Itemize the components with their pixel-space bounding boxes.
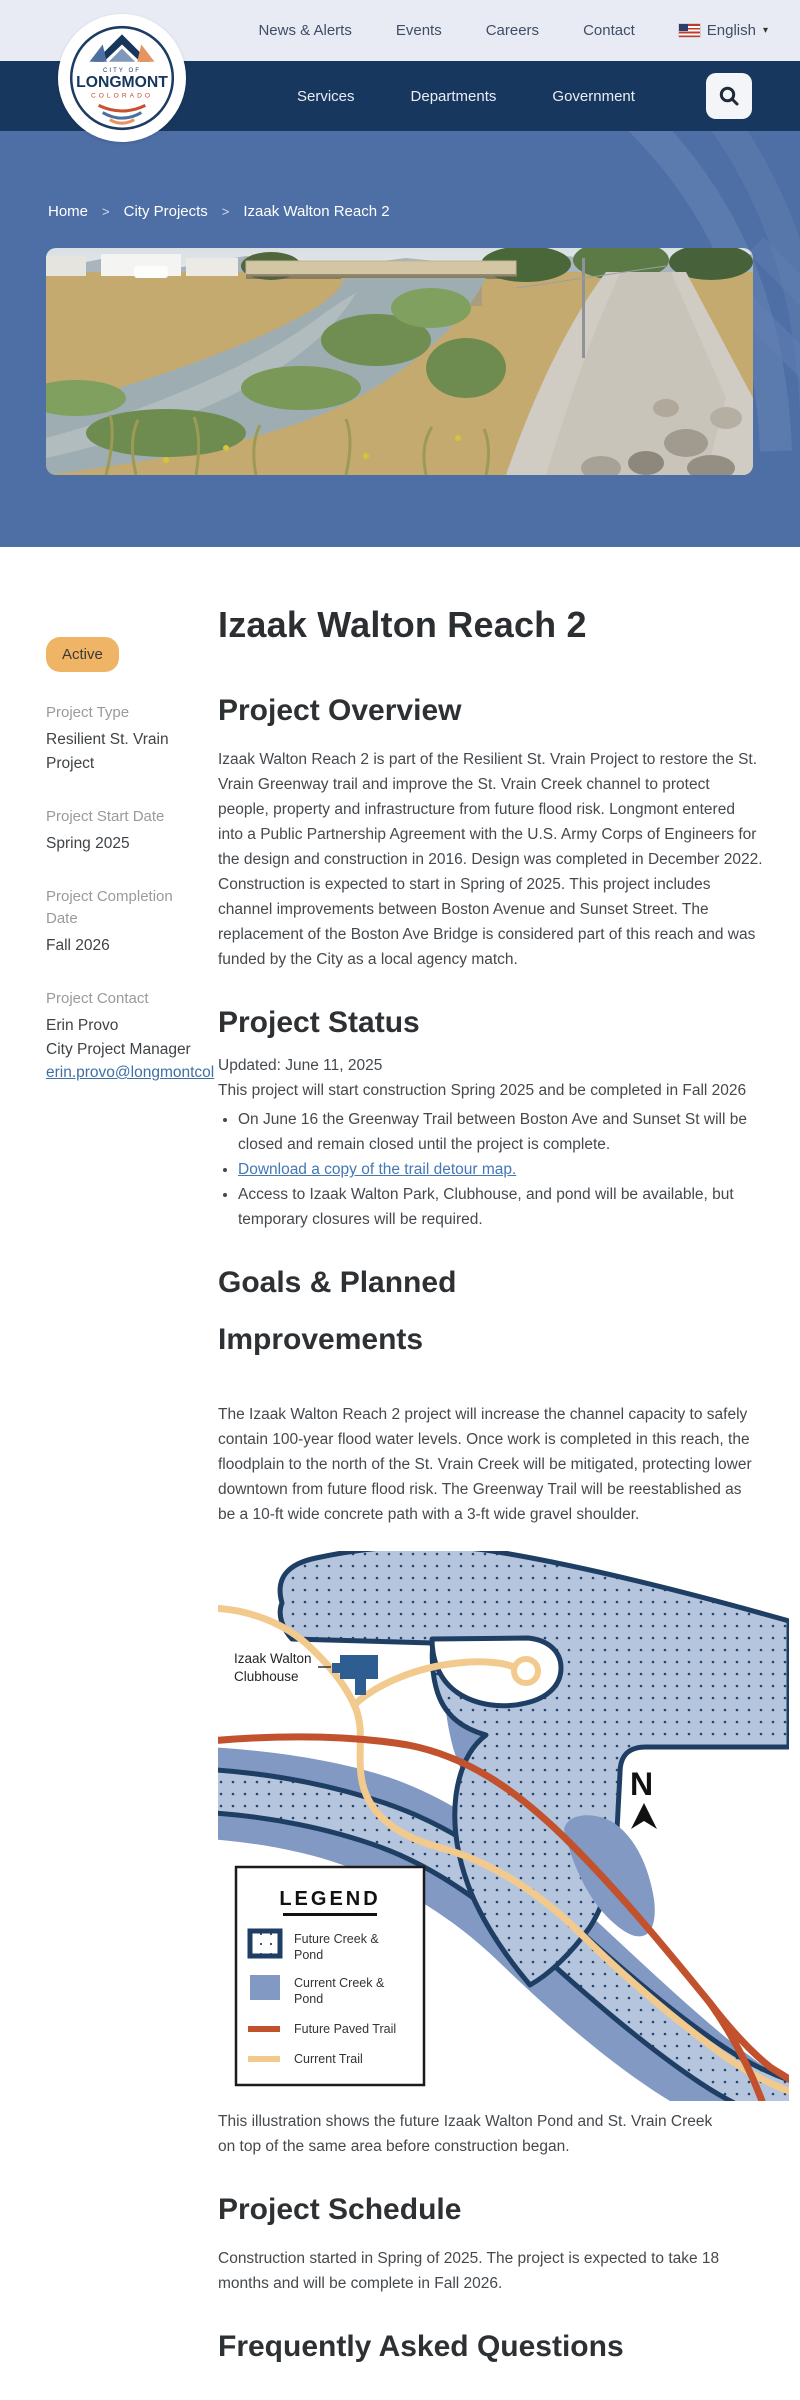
map-legend	[236, 1867, 424, 2085]
svg-text:Future Creek &: Future Creek &	[294, 1932, 379, 1947]
svg-text:Current Trail: Current Trail	[294, 2052, 363, 2067]
map-clubhouse-label: Izaak Walton	[234, 1651, 312, 1667]
status-bullet: • On June 16 the Greenway Trail between Boston Ave and Sunset St will be closed and remain closed until the project is complete.	[238, 1107, 763, 1157]
meta-project-type	[46, 702, 218, 776]
contact-email-link[interactable]: erin.provo@longmontcol	[46, 1064, 215, 1081]
search-button[interactable]	[706, 73, 752, 119]
svg-text:Pond: Pond	[294, 1992, 324, 2007]
nav-services[interactable]: Services	[297, 87, 355, 105]
nav-departments[interactable]: Departments	[410, 87, 497, 105]
legend-title: LEGEND	[279, 1888, 381, 1911]
breadcrumb	[0, 131, 800, 220]
nav-events[interactable]: Events	[395, 22, 442, 39]
schedule-paragraph: Construction started in Spring of 2025. The project is expected to take 18 months and will be complete in Fall 2026.	[218, 2250, 720, 2293]
page-title: Izaak Walton Reach 2	[218, 604, 587, 645]
nav-contact[interactable]: Contact	[583, 22, 635, 39]
section-heading-schedule: Project Schedule	[218, 2193, 462, 2227]
meta-completion-date	[46, 886, 218, 958]
svg-text:Pond: Pond	[294, 1948, 324, 1963]
chevron-down-icon: ▾	[762, 25, 768, 36]
svg-text:Current Creek &: Current Creek &	[294, 1976, 385, 1991]
language-selector[interactable]	[679, 22, 768, 39]
status-updated: Updated: June 11, 2025	[218, 1057, 383, 1075]
meta-contact	[46, 988, 218, 1082]
status-intro: This project will start construction Spring 2025 and be completed in Fall 2026	[218, 1082, 747, 1100]
hero-photo	[46, 248, 753, 475]
meta-value: Spring 2025	[46, 835, 130, 852]
status-bullet: • Access to Izaak Walton Park, Clubhouse, and pond will be available, but temporary closures will be required.	[238, 1182, 763, 1232]
overview-paragraph: Izaak Walton Reach 2 is part of the Resilient St. Vrain Project to restore the St. Vrain Greenway trail and improve the St. Vrain Creek channel to protect people, property and infrastructure from future flood risk. Longmont entered into a Public Partnership Agreement with the U.S. Army Corps of Engineers for the design and construction in 2016. Design was completed in December 2022. Construction is expected to start in Spring of 2025. This project includes channel improvements between Boston Avenue and Sunset Street. The replacement of the Boston Ave Bridge is considered part of this reach and was funded by the City as a local agency match.	[218, 751, 763, 969]
status-bullet	[238, 1157, 763, 1182]
meta-value: Fall 2026	[46, 937, 110, 954]
logo-cityof: CITY OF	[102, 66, 142, 74]
logo-name: LONGMONT	[76, 74, 168, 92]
meta-label: Project Contact	[46, 990, 149, 1007]
contact-name: Erin Provo	[46, 1017, 119, 1034]
search-icon	[718, 85, 740, 107]
hero-band	[0, 131, 800, 547]
project-map-illustration	[218, 1551, 789, 2101]
breadcrumb-separator: >	[221, 204, 230, 219]
section-heading-goals: Goals & Planned Improvements	[218, 1266, 457, 1357]
svg-text:Future Paved Trail: Future Paved Trail	[294, 2022, 397, 2037]
status-badge: Active	[46, 637, 119, 672]
breadcrumb-city-projects[interactable]: City Projects	[123, 203, 208, 220]
meta-label: Project Start Date	[46, 808, 165, 825]
meta-label: Project Type	[46, 704, 130, 721]
detour-map-link[interactable]: Download a copy of the trail detour map.	[238, 1161, 517, 1179]
meta-value: Resilient St. Vrain Project	[46, 731, 169, 772]
breadcrumb-home[interactable]: Home	[48, 203, 89, 220]
language-label: English	[706, 22, 756, 39]
main-column	[218, 603, 789, 2375]
page-content	[0, 547, 800, 2375]
nav-careers[interactable]: Careers	[485, 22, 540, 39]
logo-state: COLORADO	[90, 92, 154, 100]
north-arrow-label: N	[630, 1766, 654, 1803]
map-caption: This illustration shows the future Izaak Walton Pond and St. Vrain Creek on top of the same area before construction began.	[218, 2113, 713, 2156]
us-flag-icon	[679, 24, 700, 37]
goals-paragraph: The Izaak Walton Reach 2 project will increase the channel capacity to safely contain 100-year flood water levels. Once work is completed in this reach, the floodplain to the north of the St. Vrain Creek will be mitigated, protecting lower downtown from future flood risk. The Greenway Trail will be reestablished as be a 10-ft wide concrete path with a 3-ft wide gravel shoulder.	[218, 1406, 752, 1524]
breadcrumb-current: Izaak Walton Reach 2	[243, 203, 390, 220]
meta-label: Project Completion Date	[46, 888, 173, 927]
meta-start-date	[46, 806, 218, 856]
nav-government[interactable]: Government	[552, 87, 635, 105]
north-arrow-icon	[631, 1803, 657, 1829]
svg-text:Clubhouse: Clubhouse	[234, 1669, 299, 1685]
project-meta-sidebar	[46, 603, 218, 2375]
nav-news-alerts[interactable]: News & Alerts	[258, 22, 352, 39]
status-bullet-list	[238, 1107, 763, 1232]
contact-role: City Project Manager	[46, 1041, 191, 1058]
section-heading-status: Project Status	[218, 1006, 420, 1040]
section-heading-overview: Project Overview	[218, 694, 462, 728]
city-logo[interactable]	[58, 14, 186, 142]
breadcrumb-separator: >	[102, 204, 110, 219]
section-heading-faq: Frequently Asked Questions	[218, 2330, 624, 2364]
